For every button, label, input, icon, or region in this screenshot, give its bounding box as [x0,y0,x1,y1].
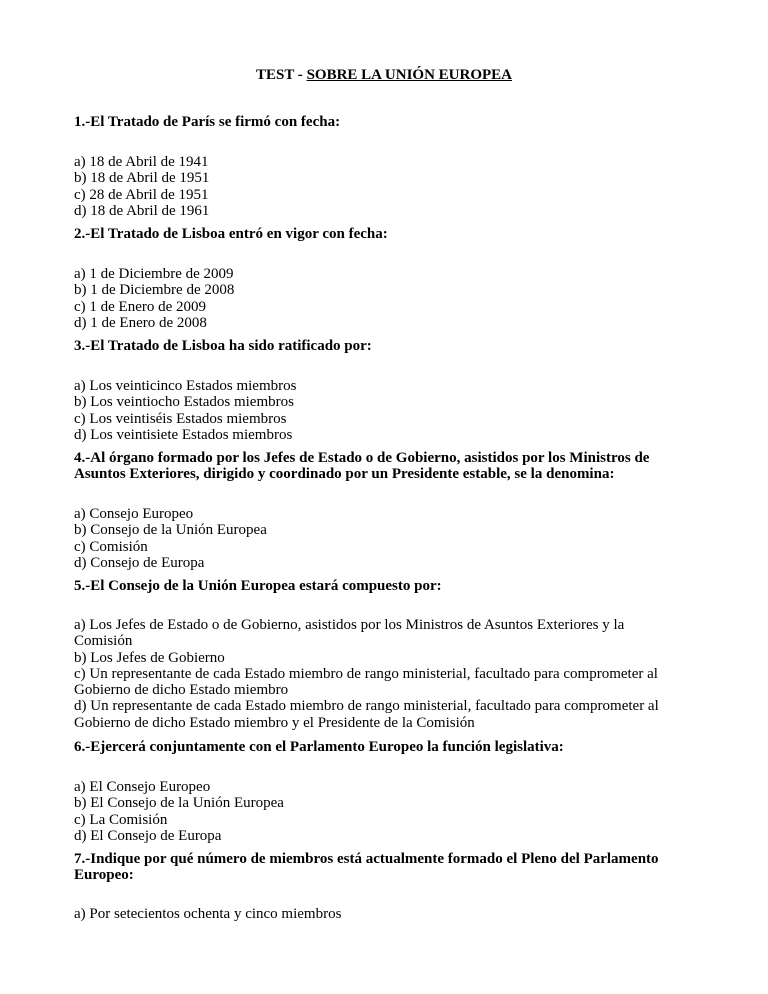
answer-option: c) Los veintiséis Estados miembros [74,410,287,427]
title-prefix: TEST - [255,67,307,83]
question-text: 1.-El Tratado de París se firmó con fecha: [74,114,341,130]
document-title [0,67,768,83]
question-7 [74,851,714,884]
answer-option: a) El Consejo Europeo [74,779,211,795]
answer-option: d) El Consejo de Europa [74,827,222,844]
answer-option: c) 1 de Enero de 2009 [74,298,207,315]
answer-option: d) 1 de Enero de 2008 [74,314,207,331]
answer-option: a) 18 de Abril de 1941 [74,154,209,170]
question-2 [74,226,714,242]
title-underlined: SOBRE LA UNIÓN EUROPEA [306,67,513,83]
question-6 [74,739,714,755]
question-text: 5.-El Consejo de la Unión Europea estará compuesto por: [74,578,442,594]
answer-option: Gobierno de dicho Estado miembro [74,682,289,699]
answers-1 [74,154,714,219]
answer-option: d) Consejo de Europa [74,554,205,571]
question-text: 3.-El Tratado de Lisboa ha sido ratificado por: [74,338,372,354]
question-text: 2.-El Tratado de Lisboa entró en vigor con fecha: [74,226,388,242]
question-3 [74,338,714,354]
answers-5 [74,617,714,731]
answer-option: b) Consejo de la Unión Europea [74,522,267,539]
answer-option: a) 1 de Diciembre de 2009 [74,266,234,282]
question-text: 6.-Ejercerá conjuntamente con el Parlamento Europeo la función legislativa: [74,739,564,755]
answer-option: Comisión [74,633,133,650]
answer-option: c) Un representante de cada Estado miembro de rango ministerial, facultado para comprometer al [74,665,658,682]
answer-option: a) Los veinticinco Estados miembros [74,378,297,394]
answer-option: d) Los veintisiete Estados miembros [74,426,293,443]
answers-6 [74,779,714,844]
answer-option: b) 1 de Diciembre de 2008 [74,282,235,299]
answer-option: d) 18 de Abril de 1961 [74,202,210,219]
question-text: Europeo: [74,867,134,884]
answer-option: c) Comisión [74,538,148,555]
answer-option: b) Los Jefes de Gobierno [74,649,225,666]
question-1 [74,114,714,130]
answer-option: b) El Consejo de la Unión Europea [74,795,284,812]
answer-option: c) La Comisión [74,811,168,828]
answer-option: a) Los Jefes de Estado o de Gobierno, asistidos por los Ministros de Asuntos Exteriores y la [74,617,625,633]
question-text: Asuntos Exteriores, dirigido y coordinado por un Presidente estable, se la denomina: [74,466,615,483]
answer-option: Gobierno de dicho Estado miembro y el Presidente de la Comisión [74,714,475,731]
answer-option: c) 28 de Abril de 1951 [74,186,209,203]
question-5 [74,578,714,594]
answers-7 [74,906,714,922]
answer-option: b) 18 de Abril de 1951 [74,170,210,187]
answers-3 [74,378,714,443]
question-4 [74,450,714,483]
answers-4 [74,506,714,571]
answer-option: b) Los veintiocho Estados miembros [74,394,294,411]
question-text: 4.-Al órgano formado por los Jefes de Estado o de Gobierno, asistidos por los Ministros de [74,450,650,466]
answers-2 [74,266,714,331]
question-text: 7.-Indique por qué número de miembros está actualmente formado el Pleno del Parlamento [74,851,659,867]
answer-option: a) Por setecientos ochenta y cinco miembros [74,906,342,922]
answer-option: a) Consejo Europeo [74,506,194,522]
answer-option: d) Un representante de cada Estado miembro de rango ministerial, facultado para comprometer al [74,698,659,715]
